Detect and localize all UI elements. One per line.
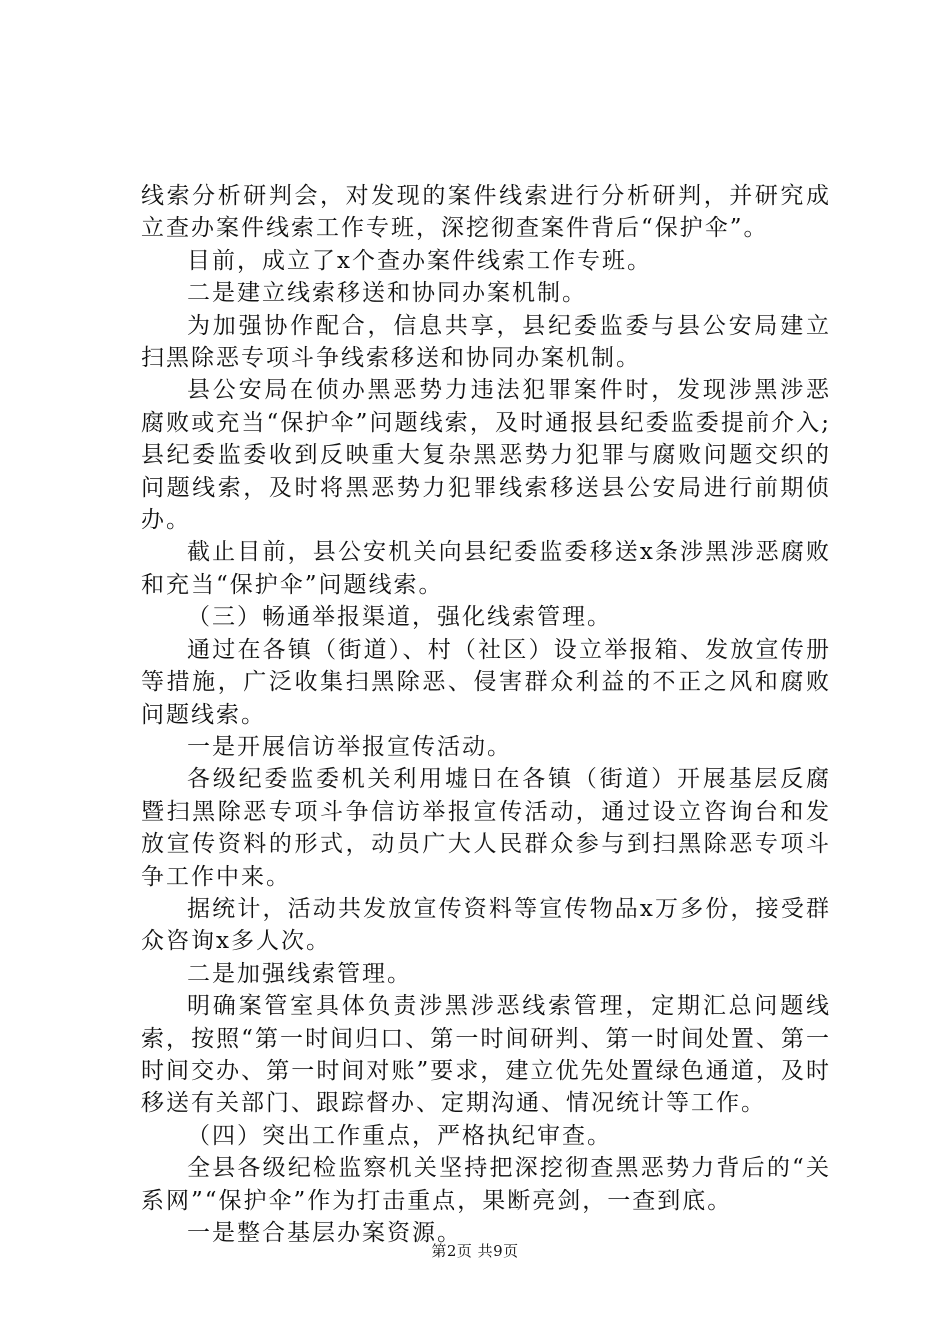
paragraph: 各级纪委监委机关利用墟日在各镇（街道）开展基层反腐暨扫黑除恶专项斗争信访举报宣传活动，通过设立咨询台和发放宣传资料的形式，动员广大人民群众参与到扫黑除恶专项斗争工作中来。 <box>141 766 831 890</box>
section-heading: （四）突出工作重点，严格执纪审查。 <box>187 1122 612 1149</box>
paragraph: 目前，成立了x个查办案件线索工作专班。 <box>187 247 652 274</box>
paragraph: 线索分析研判会，对发现的案件线索进行分析研判，并研究成立查办案件线索工作专班，深挖彻查案件背后“保护伞”。 <box>141 183 831 242</box>
paragraph: 明确案管室具体负责涉黑涉恶线索管理，定期汇总问题线索，按照“第一时间归口、第一时间研判、第一时间处置、第一时间交办、第一时间对账”要求，建立优先处置绿色通道，及时移送有关部门、跟踪督办、定期沟通、情况统计等工作。 <box>141 993 831 1117</box>
paragraph: 县公安局在侦办黑恶势力违法犯罪案件时，发现涉黑涉恶腐败或充当“保护伞”问题线索，及时通报县纪委监委提前介入;县纪委监委收到反映重大复杂黑恶势力犯罪与腐败问题交织的问题线索，及时将黑恶势力犯罪线索移送县公安局进行前期侦办。 <box>141 377 831 534</box>
paragraph: 为加强协作配合，信息共享，县纪委监委与县公安局建立扫黑除恶专项斗争线索移送和协同办案机制。 <box>141 312 831 372</box>
document-body <box>141 180 831 1249</box>
section-heading: （三）畅通举报渠道，强化线索管理。 <box>187 604 612 631</box>
paragraph: 二是加强线索管理。 <box>187 960 412 987</box>
paragraph: 全县各级纪检监察机关坚持把深挖彻查黑恶势力背后的“关系网”“保护伞”作为打击重点，果断亮剑，一查到底。 <box>141 1155 831 1214</box>
page-number-footer: 第2页 共9页 <box>431 1242 519 1260</box>
paragraph: 一是开展信访举报宣传活动。 <box>187 733 512 760</box>
paragraph: 一是整合基层办案资源。 <box>187 1220 462 1246</box>
paragraph: 通过在各镇（街道）、村（社区）设立举报箱、发放宣传册等措施，广泛收集扫黑除恶、侵害群众利益的不正之风和腐败问题线索。 <box>141 636 831 728</box>
paragraph: 截止目前，县公安机关向县纪委监委移送x条涉黑涉恶腐败和充当“保护伞”问题线索。 <box>141 539 831 598</box>
paragraph: 据统计，活动共发放宣传资料等宣传物品x万多份，接受群众咨询x多人次。 <box>141 895 831 955</box>
paragraph: 二是建立线索移送和协同办案机制。 <box>187 280 587 307</box>
